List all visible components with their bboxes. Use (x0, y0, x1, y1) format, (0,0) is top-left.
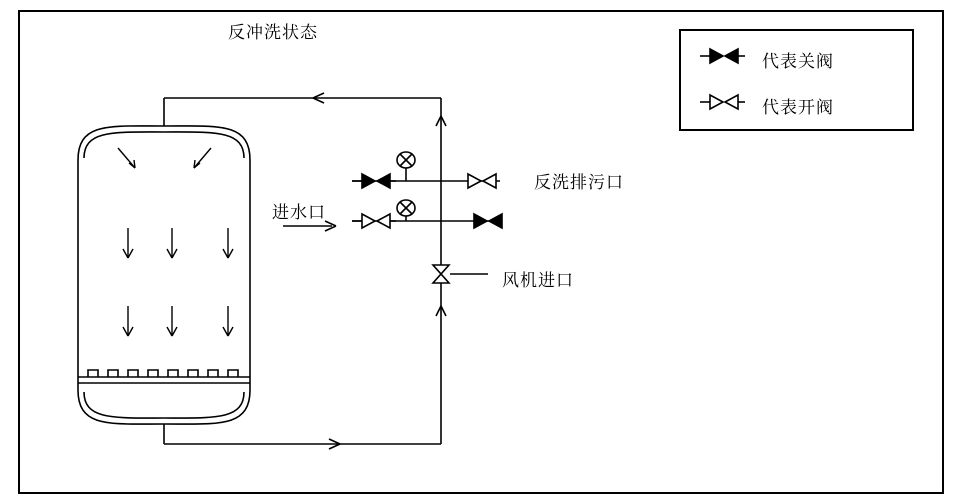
gauge-lower (397, 200, 415, 221)
label-fan-inlet: 风机进口 (502, 271, 574, 290)
label-inlet: 进水口 (272, 203, 326, 222)
valve-lower-left[interactable] (352, 214, 396, 228)
valve-fan-inlet[interactable] (433, 265, 488, 283)
valve-upper-left[interactable] (352, 174, 396, 188)
legend-label-valve-closed: 代表关阀 (762, 52, 834, 71)
legend-label-valve-open: 代表开阀 (762, 98, 834, 117)
page-title: 反冲洗状态 (228, 23, 318, 42)
gauge-upper (397, 152, 415, 181)
filter-vessel (78, 126, 250, 424)
top-pipe-loop (164, 93, 441, 126)
valve-lower-right[interactable] (474, 214, 502, 228)
label-backwash-drain: 反洗排污口 (534, 173, 624, 192)
distribution-plate (78, 370, 250, 383)
internal-flow-arrows (118, 148, 233, 336)
valve-upper-right[interactable] (468, 174, 496, 188)
bottom-pipe-loop (164, 424, 441, 449)
